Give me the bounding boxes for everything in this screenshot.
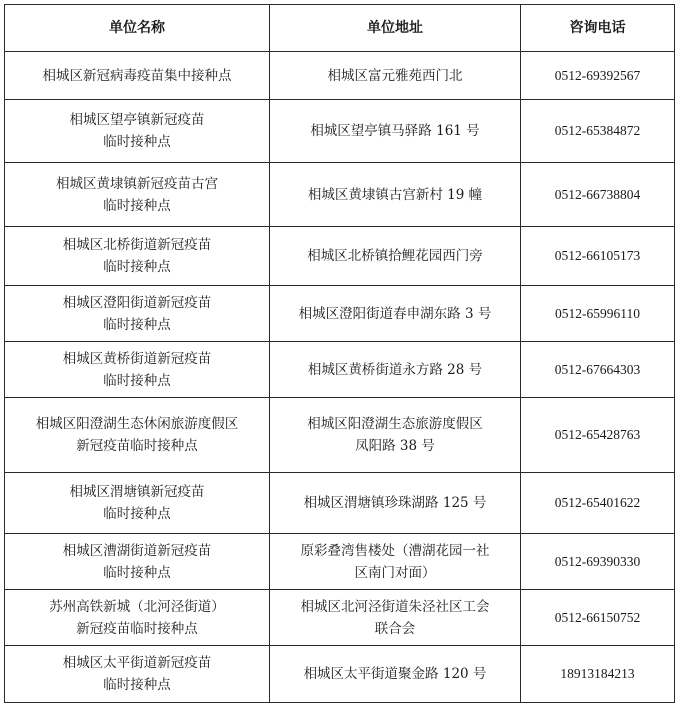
table-row	[5, 646, 675, 703]
cell-phone: 0512-66150752	[521, 590, 675, 646]
cell-name: 相城区黄桥街道新冠疫苗 临时接种点	[5, 342, 270, 398]
cell-address: 相城区阳澄湖生态旅游度假区 凤阳路 38 号	[270, 398, 521, 473]
cell-phone: 0512-66105173	[521, 227, 675, 286]
cell-phone: 0512-67664303	[521, 342, 675, 398]
table-row	[5, 590, 675, 646]
cell-address: 相城区太平街道聚金路 120 号	[270, 646, 521, 703]
table-row	[5, 398, 675, 473]
table-row	[5, 473, 675, 534]
table-row	[5, 163, 675, 227]
cell-address: 相城区黄桥街道永方路 28 号	[270, 342, 521, 398]
header-name: 单位名称	[5, 5, 270, 52]
vaccination-sites-table	[4, 4, 675, 703]
cell-name: 相城区太平街道新冠疫苗 临时接种点	[5, 646, 270, 703]
cell-address: 相城区渭塘镇珍珠湖路 125 号	[270, 473, 521, 534]
table-row	[5, 100, 675, 163]
cell-phone: 18913184213	[521, 646, 675, 703]
cell-name: 相城区北桥街道新冠疫苗 临时接种点	[5, 227, 270, 286]
cell-name: 相城区新冠病毒疫苗集中接种点	[5, 52, 270, 100]
cell-name: 相城区漕湖街道新冠疫苗 临时接种点	[5, 534, 270, 590]
table-row	[5, 534, 675, 590]
cell-phone: 0512-69392567	[521, 52, 675, 100]
cell-phone: 0512-65996110	[521, 286, 675, 342]
cell-address: 相城区富元雅苑西门北	[270, 52, 521, 100]
cell-name: 相城区阳澄湖生态休闲旅游度假区 新冠疫苗临时接种点	[5, 398, 270, 473]
cell-address: 相城区北桥镇拾鲤花园西门旁	[270, 227, 521, 286]
cell-phone: 0512-65401622	[521, 473, 675, 534]
cell-name: 苏州高铁新城（北河泾街道） 新冠疫苗临时接种点	[5, 590, 270, 646]
table-header-row	[5, 5, 675, 52]
cell-phone: 0512-65428763	[521, 398, 675, 473]
cell-name: 相城区澄阳街道新冠疫苗 临时接种点	[5, 286, 270, 342]
cell-phone: 0512-69390330	[521, 534, 675, 590]
table-row	[5, 227, 675, 286]
table-row	[5, 342, 675, 398]
header-address: 单位地址	[270, 5, 521, 52]
cell-name: 相城区渭塘镇新冠疫苗 临时接种点	[5, 473, 270, 534]
cell-name: 相城区望亭镇新冠疫苗 临时接种点	[5, 100, 270, 163]
table-row	[5, 286, 675, 342]
cell-address: 相城区望亭镇马驿路 161 号	[270, 100, 521, 163]
cell-phone: 0512-65384872	[521, 100, 675, 163]
header-phone: 咨询电话	[521, 5, 675, 52]
table-row	[5, 52, 675, 100]
cell-phone: 0512-66738804	[521, 163, 675, 227]
cell-address: 相城区黄埭镇古宫新村 19 幢	[270, 163, 521, 227]
cell-name: 相城区黄埭镇新冠疫苗古宫 临时接种点	[5, 163, 270, 227]
cell-address: 相城区北河泾街道朱泾社区工会 联合会	[270, 590, 521, 646]
cell-address: 相城区澄阳街道春申湖东路 3 号	[270, 286, 521, 342]
cell-address: 原彩叠湾售楼处（漕湖花园一社 区南门对面）	[270, 534, 521, 590]
